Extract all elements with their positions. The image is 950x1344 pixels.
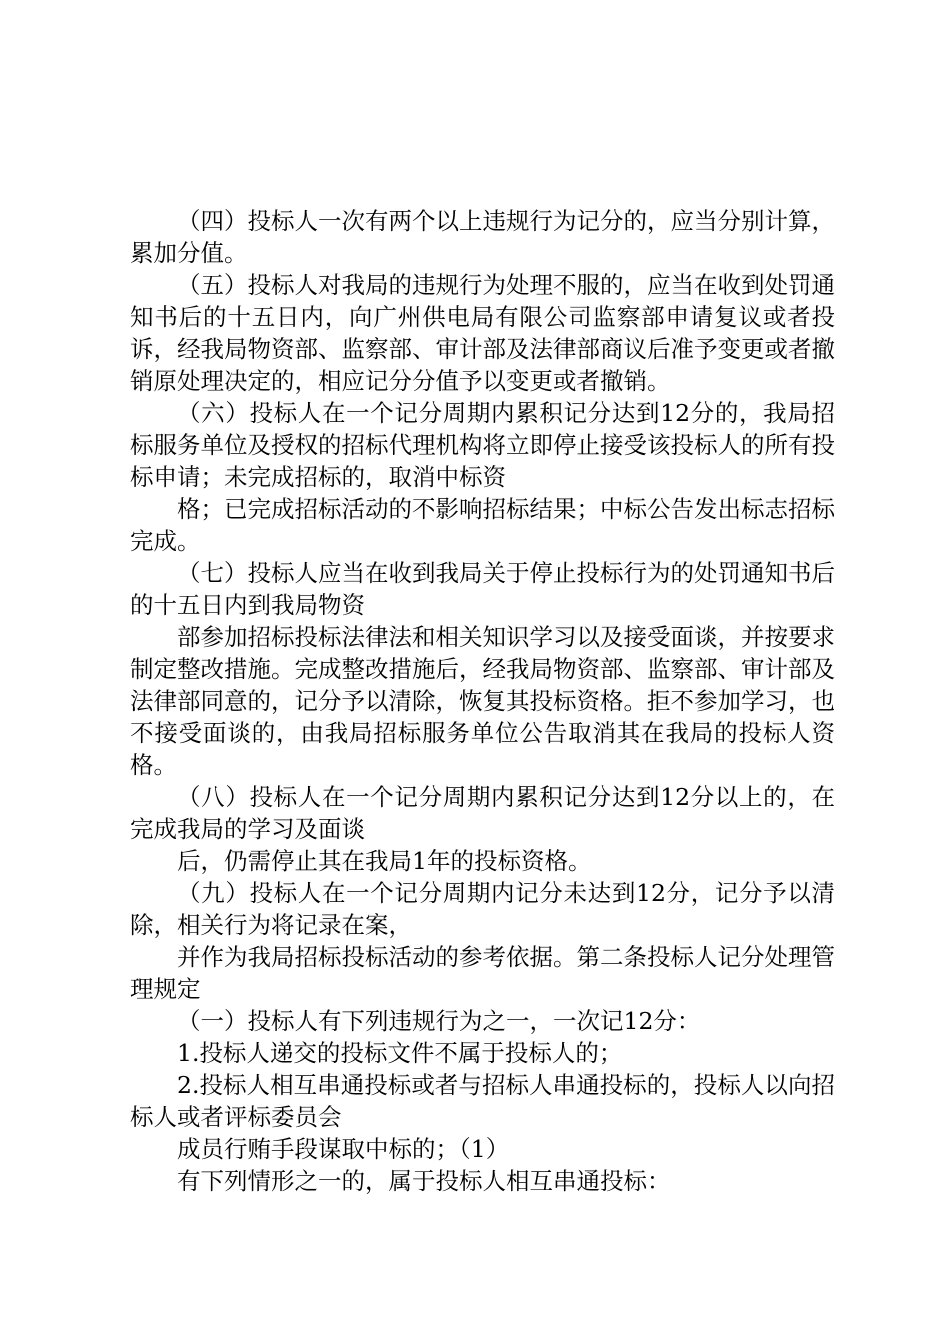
paragraph-4: （四）投标人一次有两个以上违规行为记分的，应当分别计算，累加分值。	[130, 207, 835, 267]
paragraph-8: （八）投标人在一个记分周期内累积记分达到12分以上的，在完成我局的学习及面谈	[130, 783, 835, 843]
document-body	[130, 205, 835, 1197]
paragraph-article2-item1: （一）投标人有下列违规行为之一，一次记12分：	[177, 1007, 701, 1035]
paragraph-9: （九）投标人在一个记分周期内记分未达到12分，记分予以清除，相关行为将记录在案，	[130, 879, 835, 939]
paragraph-list-item-2-continued: 成员行贿手段谋取中标的；（1）	[177, 1135, 510, 1163]
paragraph-list-item-2: 2.投标人相互串通投标或者与招标人串通投标的，投标人以向招标人或者评标委员会	[130, 1071, 835, 1131]
paragraph-7: （七）投标人应当在收到我局关于停止投标行为的处罚通知书后的十五日内到我局物资	[130, 559, 835, 619]
paragraph-8-continued: 后，仍需停止其在我局1年的投标资格。	[177, 847, 592, 875]
paragraph-7-continued: 部参加招标投标法律法和相关知识学习以及接受面谈，并按要求制定整改措施。完成整改措施后，经我局物资部、监察部、审计部及法律部同意的，记分予以清除，恢复其投标资格。拒不参加学习，也不接受面谈的，由我局招标服务单位公告取消其在我局的投标人资格。	[130, 623, 835, 779]
paragraph-9-continued: 并作为我局招标投标活动的参考依据。第二条投标人记分处理管理规定	[130, 943, 835, 1003]
paragraph-list-item-1: 1.投标人递交的投标文件不属于投标人的；	[177, 1039, 623, 1067]
paragraph-5: （五）投标人对我局的违规行为处理不服的，应当在收到处罚通知书后的十五日内，向广州供电局有限公司监察部申请复议或者投诉，经我局物资部、监察部、审计部及法律部商议后准予变更或者撤销原处理决定的，相应记分分值予以变更或者撤销。	[130, 271, 835, 395]
paragraph-collusion-cases: 有下列情形之一的，属于投标人相互串通投标：	[177, 1167, 671, 1195]
paragraph-6: （六）投标人在一个记分周期内累积记分达到12分的，我局招标服务单位及授权的招标代理机构将立即停止接受该投标人的所有投标申请；未完成招标的，取消中标资	[130, 399, 835, 491]
paragraph-6-continued: 格；已完成招标活动的不影响招标结果；中标公告发出标志招标完成。	[130, 495, 835, 555]
